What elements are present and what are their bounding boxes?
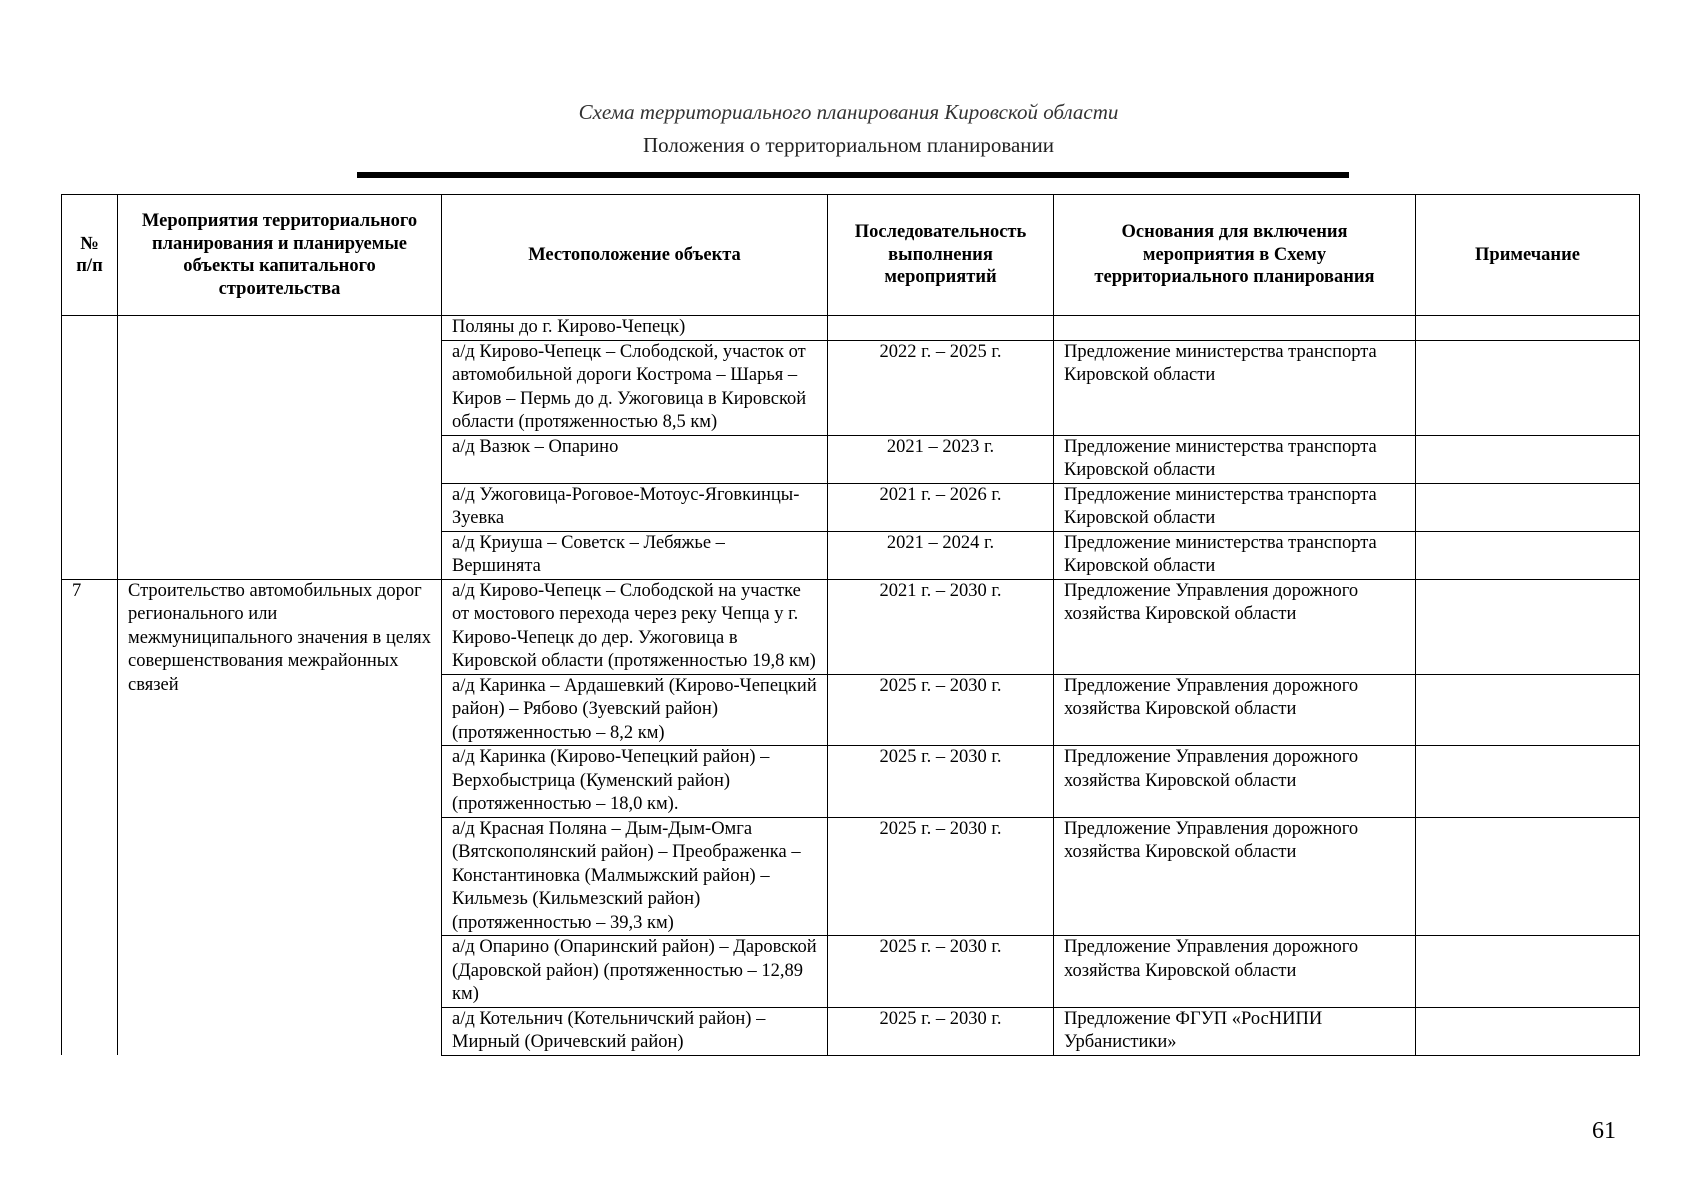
location-cell: а/д Криуша – Советск – Лебяжье – Вершинята [442,531,828,579]
column-header-basis: Основания для включения мероприятия в Схему территориального планирования [1054,195,1416,316]
period-cell: 2025 г. – 2030 г. [828,1007,1054,1055]
column-header-activity: Мероприятия территориального планирования и планируемые объекты капитального строительства [118,195,442,316]
location-cell: а/д Ужоговица-Роговое-Мотоус-Яговкинцы-Зуевка [442,483,828,531]
note-cell [1416,316,1640,341]
note-cell [1416,579,1640,674]
note-cell [1416,340,1640,435]
basis-cell: Предложение Управления дорожного хозяйства Кировской области [1054,674,1416,746]
location-cell: а/д Вазюк – Опарино [442,435,828,483]
period-cell: 2025 г. – 2030 г. [828,746,1054,818]
location-cell: а/д Кирово-Чепецк – Слободской, участок от автомобильной дороги Кострома – Шарья – Киров – Пермь до д. Ужоговица в Кировской области (протяженностью 8,5 км) [442,340,828,435]
basis-cell: Предложение Управления дорожного хозяйства Кировской области [1054,579,1416,674]
location-cell: а/д Каринка (Кирово-Чепецкий район) – Верхобыстрица (Куменский район) (протяженностью – 18,0 км). [442,746,828,818]
note-cell [1416,817,1640,936]
location-cell: а/д Опарино (Опаринский район) – Даровской (Даровской район) (протяженностью – 12,89 км) [442,936,828,1008]
location-cell: а/д Котельнич (Котельничский район) – Мирный (Оричевский район) [442,1007,828,1055]
location-cell: а/д Красная Поляна – Дым-Дым-Омга (Вятскополянский район) – Преображенка – Константиновка (Малмыжский район) – Кильмезь (Кильмезский район) (протяженностью – 39,3 км) [442,817,828,936]
note-cell [1416,936,1640,1008]
column-header-location: Местоположение объекта [442,195,828,316]
note-cell [1416,746,1640,818]
location-cell: а/д Каринка – Ардашевкий (Кирово-Чепецкий район) – Рябово (Зуевский район) (протяженностью – 8,2 км) [442,674,828,746]
period-cell [828,316,1054,341]
activity-cell [118,316,442,580]
document-subtitle: Положения о территориальном планировании [642,133,1055,157]
note-cell [1416,531,1640,579]
basis-cell: Предложение министерства транспорта Кировской области [1054,531,1416,579]
note-cell [1416,674,1640,746]
period-cell: 2021 – 2023 г. [828,435,1054,483]
page-number: 61 [1592,1118,1616,1144]
basis-cell: Предложение министерства транспорта Кировской области [1054,435,1416,483]
activity-cell: Строительство автомобильных дорог регионального или межмуниципального значения в целях совершенствования межрайонных связей [118,579,442,1055]
table-row [62,579,1640,674]
table-row [62,316,1640,341]
period-cell: 2021 – 2024 г. [828,531,1054,579]
document-title: Схема территориального планирования Кировской области [578,100,1119,124]
number-cell [62,316,118,580]
basis-cell: Предложение министерства транспорта Кировской области [1054,340,1416,435]
period-cell: 2025 г. – 2030 г. [828,674,1054,746]
basis-cell: Предложение министерства транспорта Кировской области [1054,483,1416,531]
planning-table [61,194,1640,1056]
period-cell: 2022 г. – 2025 г. [828,340,1054,435]
location-cell: Поляны до г. Кирово-Чепецк) [442,316,828,341]
column-header-period: Последовательность выполнения мероприятий [828,195,1054,316]
column-header-note: Примечание [1416,195,1640,316]
header-divider [357,172,1349,178]
period-cell: 2025 г. – 2030 г. [828,936,1054,1008]
period-cell: 2025 г. – 2030 г. [828,817,1054,936]
note-cell [1416,1007,1640,1055]
column-header-number: № п/п [62,195,118,316]
basis-cell: Предложение ФГУП «РосНИПИ Урбанистики» [1054,1007,1416,1055]
table-header-row [62,195,1640,316]
basis-cell: Предложение Управления дорожного хозяйства Кировской области [1054,817,1416,936]
basis-cell: Предложение Управления дорожного хозяйства Кировской области [1054,936,1416,1008]
basis-cell [1054,316,1416,341]
number-cell: 7 [62,579,118,1055]
basis-cell: Предложение Управления дорожного хозяйства Кировской области [1054,746,1416,818]
note-cell [1416,483,1640,531]
period-cell: 2021 г. – 2026 г. [828,483,1054,531]
period-cell: 2021 г. – 2030 г. [828,579,1054,674]
location-cell: а/д Кирово-Чепецк – Слободской на участке от мостового перехода через реку Чепца у г. Кирово-Чепецк до дер. Ужоговица в Кировской области (протяженностью 19,8 км) [442,579,828,674]
note-cell [1416,435,1640,483]
